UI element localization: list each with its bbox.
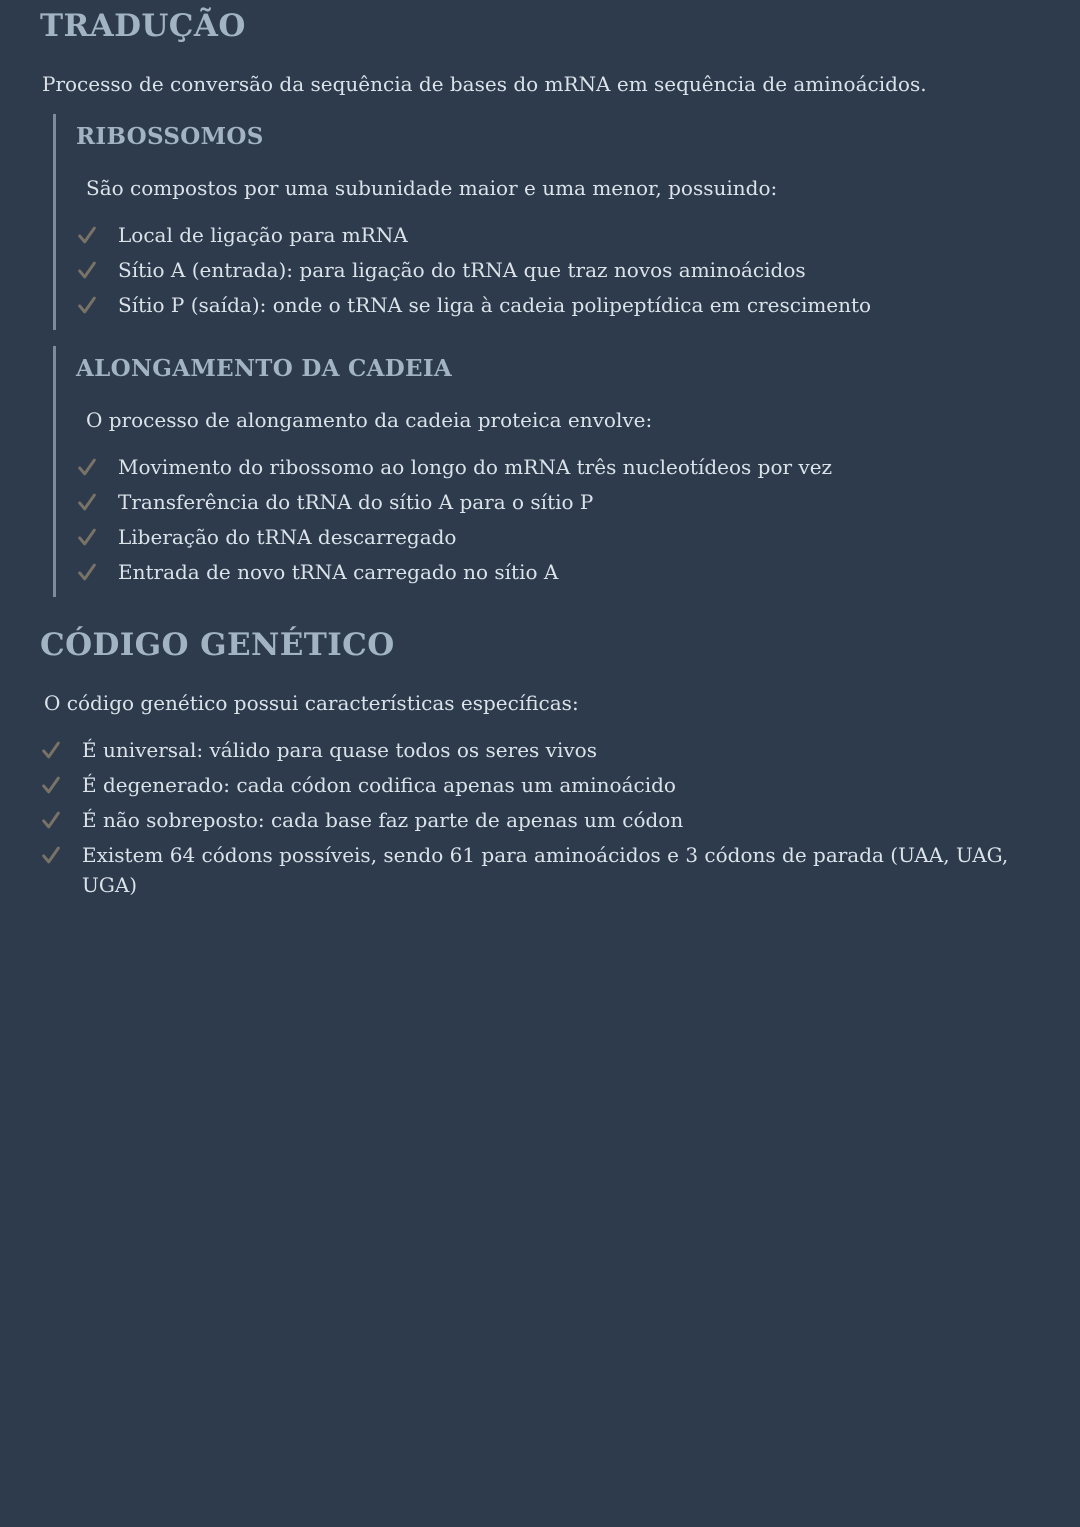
check-icon	[40, 770, 82, 796]
check-icon	[76, 557, 118, 583]
section-heading: ALONGAMENTO DA CADEIA	[76, 355, 453, 382]
checklist-item	[40, 840, 1040, 900]
section-intro: São compostos por uma subunidade maior e uma menor, possuindo:	[86, 176, 778, 200]
checklist-item-label: Entrada de novo tRNA carregado no sítio A	[118, 560, 559, 584]
checklist-item-label: Movimento do ribossomo ao longo do mRNA três nucleotídeos por vez	[118, 455, 833, 479]
checklist-item-label: É universal: válido para quase todos os seres vivos	[82, 738, 597, 762]
section-intro: O processo de alongamento da cadeia proteica envolve:	[86, 408, 653, 432]
checklist-item	[76, 557, 1040, 587]
section-alongamento	[53, 346, 1040, 597]
checklist-item-label: É degenerado: cada códon codifica apenas um aminoácido	[82, 773, 676, 797]
checklist-item	[76, 522, 1040, 552]
section-intro: O código genético possui características específicas:	[44, 691, 579, 715]
checklist-item	[40, 735, 1040, 765]
checklist-item	[76, 290, 1040, 320]
section-ribossomos	[53, 114, 1040, 330]
checklist-item-label: Transferência do tRNA do sítio A para o sítio P	[118, 490, 594, 514]
checklist-item-label: Liberação do tRNA descarregado	[118, 525, 457, 549]
check-icon	[76, 522, 118, 548]
checklist-item	[76, 255, 1040, 285]
checklist-item	[76, 487, 1040, 517]
section-heading-codigo-genetico: CÓDIGO GENÉTICO	[40, 627, 395, 663]
intro-paragraph: Processo de conversão da sequência de bases do mRNA em sequência de aminoácidos.	[42, 72, 927, 96]
check-icon	[76, 255, 118, 281]
checklist-item-label: Sítio A (entrada): para ligação do tRNA que traz novos aminoácidos	[118, 258, 806, 282]
checklist-item-label: Existem 64 códons possíveis, sendo 61 para aminoácidos e 3 códons de parada (UAA, UAG, UGA)	[82, 843, 1009, 897]
checklist	[76, 220, 1040, 320]
section-heading: RIBOSSOMOS	[76, 123, 264, 150]
checklist-item-label: Local de ligação para mRNA	[118, 223, 408, 247]
checklist	[40, 735, 1040, 900]
checklist-item	[76, 452, 1040, 482]
checklist-item-label: É não sobreposto: cada base faz parte de apenas um códon	[82, 808, 684, 832]
check-icon	[76, 487, 118, 513]
page-title: TRADUÇÃO	[40, 8, 246, 44]
checklist-item	[40, 770, 1040, 800]
check-icon	[40, 735, 82, 761]
check-icon	[76, 220, 118, 246]
check-icon	[76, 290, 118, 316]
checklist-item	[76, 220, 1040, 250]
checklist-item-label: Sítio P (saída): onde o tRNA se liga à cadeia polipeptídica em crescimento	[118, 293, 872, 317]
check-icon	[40, 805, 82, 831]
checklist	[76, 452, 1040, 587]
check-icon	[76, 452, 118, 478]
check-icon	[40, 840, 82, 866]
checklist-item	[40, 805, 1040, 835]
